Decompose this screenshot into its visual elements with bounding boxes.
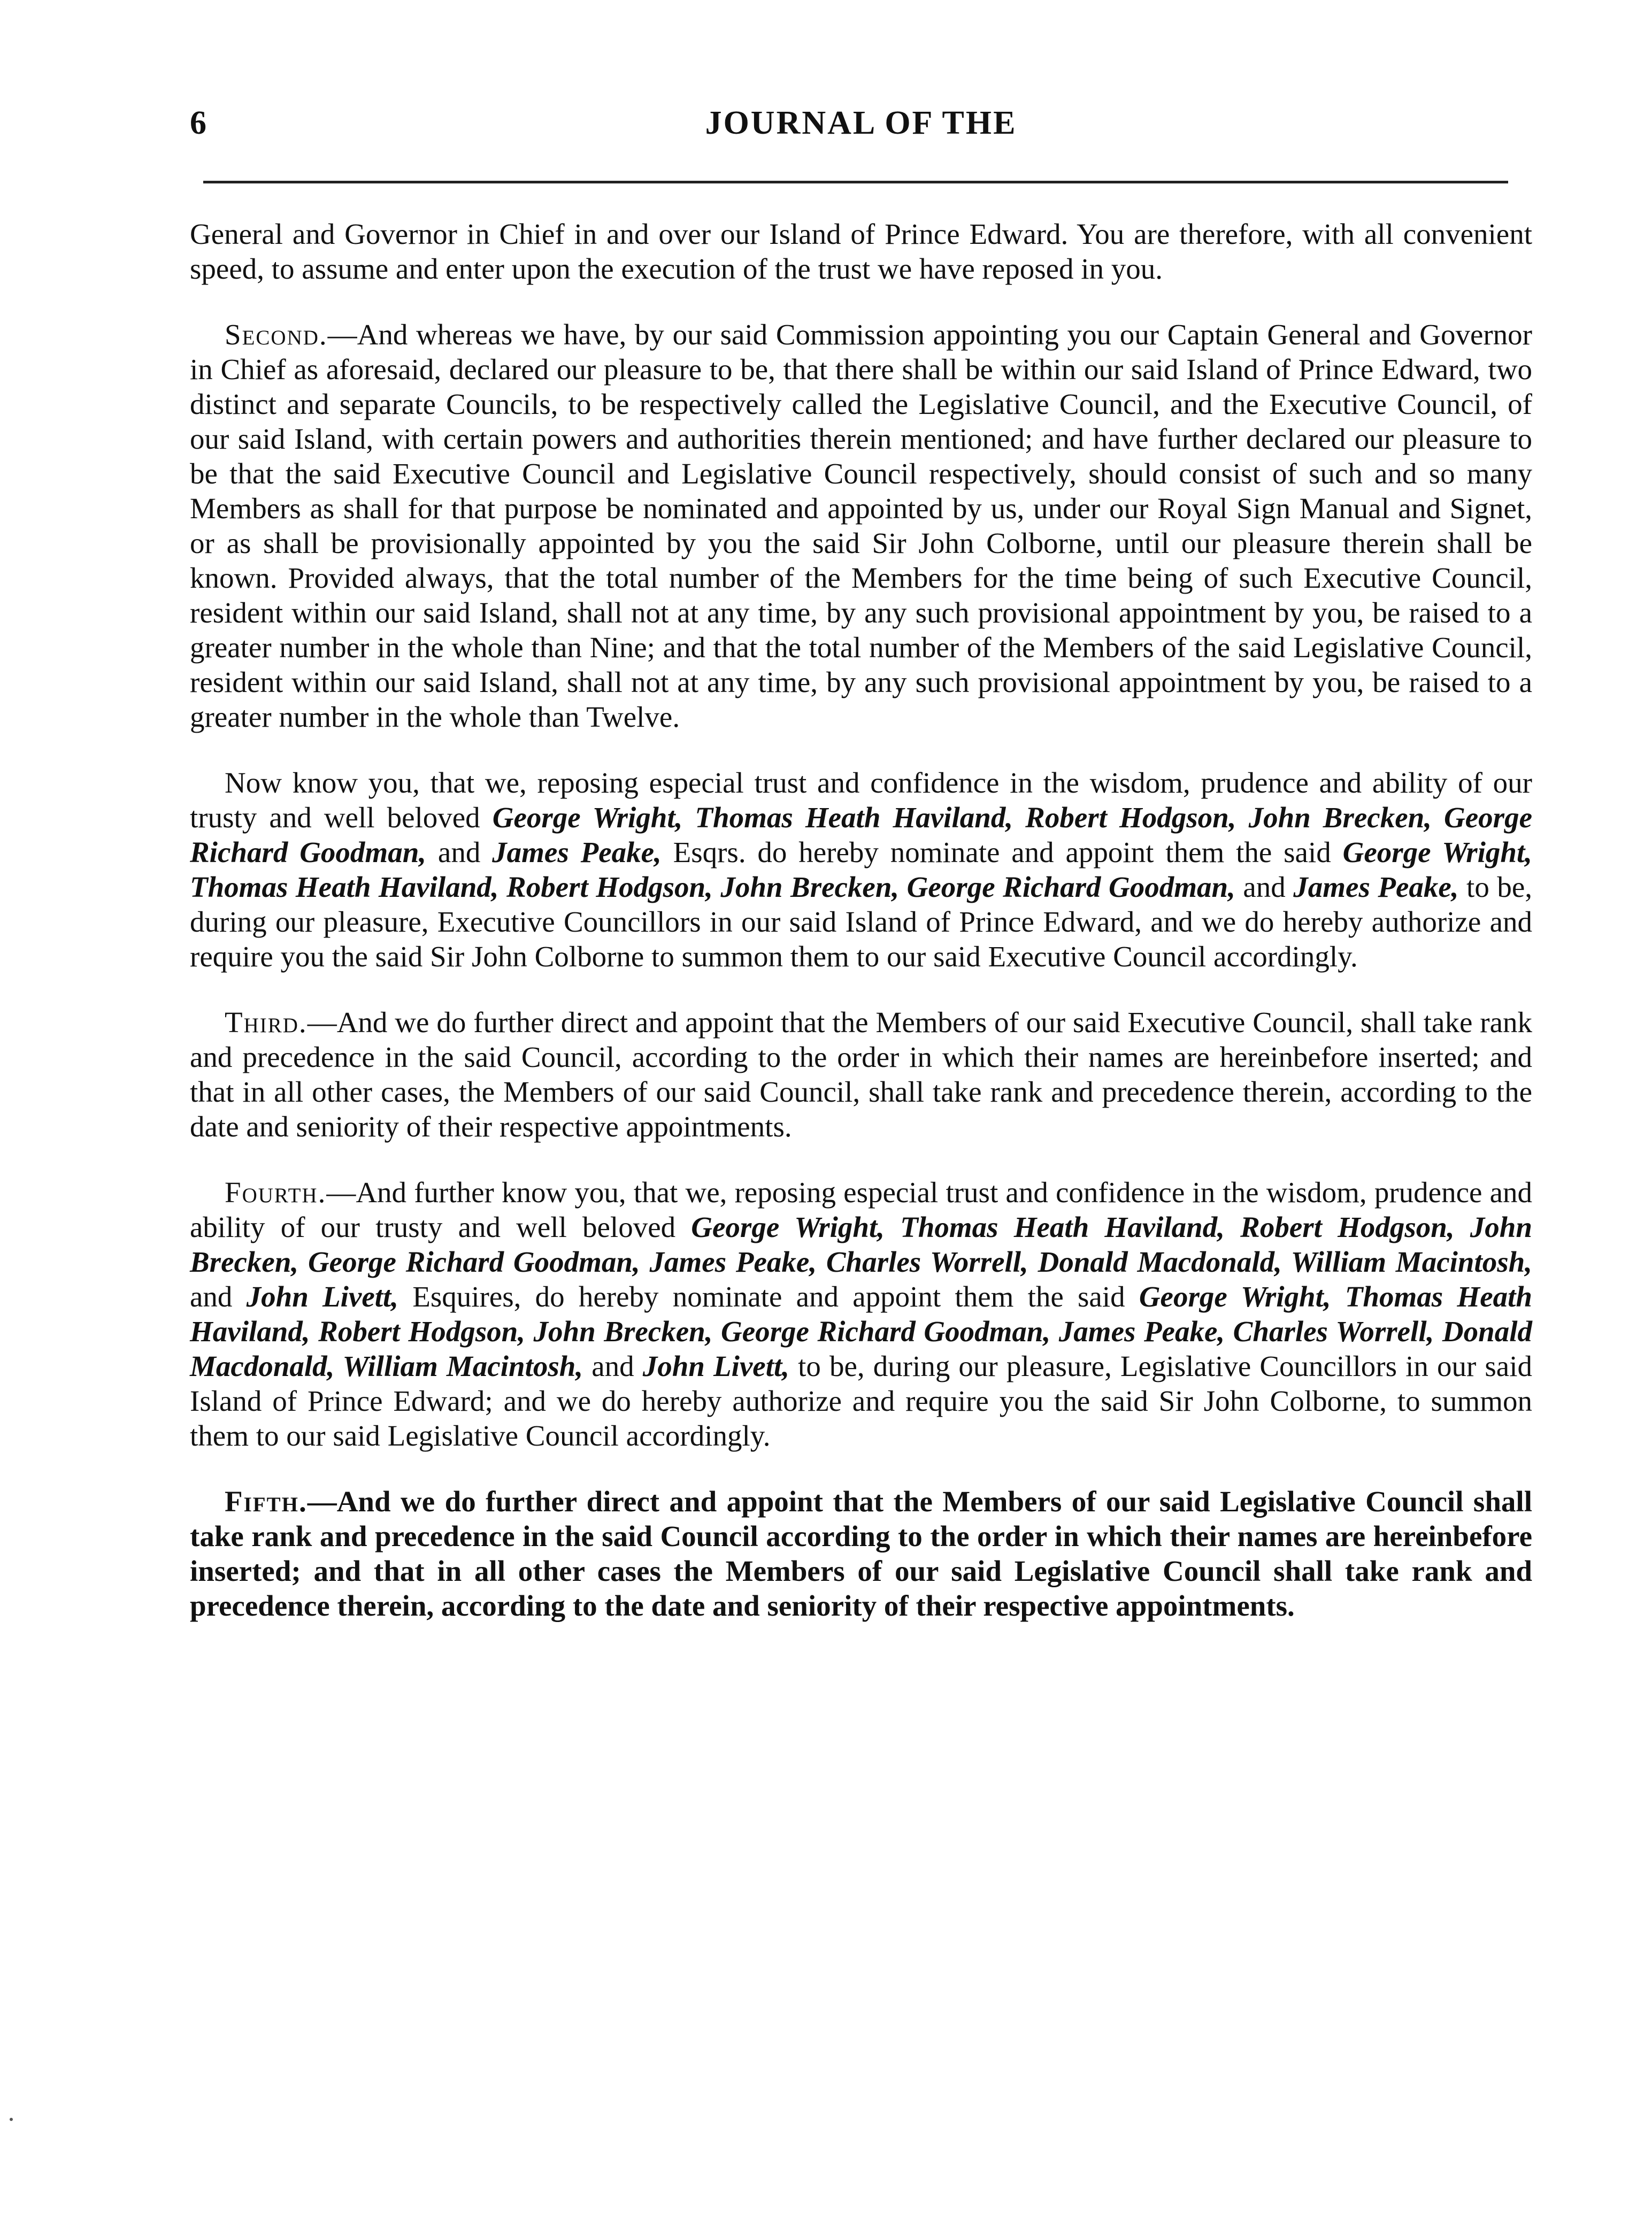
councillor-names: James Peake,	[492, 836, 662, 869]
running-head: JOURNAL OF THE	[705, 105, 1017, 141]
page-number: 6	[190, 105, 206, 141]
scan-speck	[10, 2118, 13, 2121]
councillor-names: John Livett,	[642, 1350, 790, 1382]
paragraph-text: to be, during our pleasure, Legislative Councillors in our said Island of Prince Edward; and we do hereby authorize and require you the said Sir John Colborne, to summon them to our said Legislative Council accordingly.	[190, 1350, 1532, 1452]
paragraph-second	[190, 317, 1532, 734]
paragraph-text: General and Governor in Chief in and over our Island of Prince Edward. You are therefore, with all convenient speed, to assume and enter upon the execution of the trust we have reposed in you.	[190, 218, 1532, 285]
councillor-names: James Peake,	[1293, 871, 1459, 903]
councillor-names: John Livett,	[246, 1280, 399, 1313]
paragraph-third	[190, 1005, 1532, 1144]
councillor-names: George Wright, Thomas Heath Haviland, Robert Hodgson, John Brecken, George Richard Goodman, James Peake, Charles Worrell, Donald Macdonald, William Macintosh,	[190, 1280, 1532, 1382]
header-rule	[203, 181, 1508, 183]
councillor-names: George Wright, Thomas Heath Haviland, Robert Hodgson, John Brecken, George Richard Goodman, James Peake, Charles Worrell, Donald Macdonald, William Macintosh,	[190, 1211, 1532, 1278]
paragraph-lead: Second.	[225, 318, 328, 351]
paragraph-text: —And we do further direct and appoint that the Members of our said Executive Council, shall take rank and precedence in the said Council, according to the order in which their names are hereinbefore inserted; and that in all other cases, the Members of our said Council, shall take rank and precedence therein, according to the date and seniority of their respective appointments.	[190, 1006, 1532, 1143]
paragraph-text: —And further know you, that we, reposing especial trust and confidence in the wisdom, prudence and ability of our trusty and well beloved	[190, 1176, 1532, 1243]
paragraph-lead: Fifth.	[225, 1485, 308, 1518]
paragraph-text: Esqrs. do hereby nominate and appoint them the said	[661, 836, 1343, 869]
paragraph-continued	[190, 217, 1532, 286]
paragraph-text: Now know you, that we, reposing especial trust and confidence in the wisdom, prudence and ability of our trusty and well beloved	[190, 766, 1532, 834]
page-header	[190, 104, 1532, 152]
paragraph-text: and	[426, 836, 493, 869]
paragraph-text: to be, during our pleasure, Executive Councillors in our said Island of Prince Edward, and we do hereby authorize and require you the said Sir John Colborne to summon them to our said Executive Council accordingly.	[190, 871, 1532, 973]
councillor-names: George Wright, Thomas Heath Haviland, Robert Hodgson, John Brecken, George Richard Goodman,	[190, 801, 1532, 869]
paragraph-fourth	[190, 1175, 1532, 1453]
paragraph-lead: Third.	[225, 1006, 308, 1039]
councillor-names: George Wright, Thomas Heath Haviland, Robert Hodgson, John Brecken, George Richard Goodman,	[190, 836, 1533, 903]
paragraph-text: —And whereas we have, by our said Commission appointing you our Captain General and Governor in Chief as aforesaid, declared our pleasure to be, that there shall be within our said Island of Prince Edward, two distinct and separate Councils, to be respectively called the Legislative Council, and the Executive Council, of our said Island, with certain powers and authorities therein mentioned; and have further declared our pleasure to be that the said Executive Council and Legislative Council respectively, should consist of such and so many Members as shall for that purpose be nominated and appointed by us, under our Royal Sign Manual and Signet, or as shall be provisionally appointed by you the said Sir John Colborne, until our pleasure therein shall be known. Provided always, that the total number of the Members for the time being of such Executive Council, resident within our said Island, shall not at any time, by any such provisional appointment by you, be raised to a greater number in the whole than Nine; and that the total number of the Members of the said Legislative Council, resident within our said Island, shall not at any time, by any such provisional appointment by you, be raised to a greater number in the whole than Twelve.	[190, 318, 1532, 733]
paragraph-fifth	[190, 1484, 1532, 1623]
paragraph-text: and	[190, 1280, 247, 1313]
body-text	[190, 217, 1532, 1654]
paragraph-lead: Fourth.	[225, 1176, 327, 1209]
paragraph-text: Esquires, do hereby nominate and appoint them the said	[398, 1280, 1139, 1313]
paragraph-text: —And we do further direct and appoint that the Members of our said Legislative Council shall take rank and precedence in the said Council according to the order in which their names are hereinbefore inserted; and that in all other cases the Members of our said Legislative Council shall take rank and precedence therein, according to the date and seniority of their respective appointments.	[190, 1485, 1532, 1622]
paragraph-text: and	[1235, 871, 1294, 903]
paragraph-executive-appointment	[190, 765, 1532, 974]
paragraph-text: and	[583, 1350, 643, 1382]
